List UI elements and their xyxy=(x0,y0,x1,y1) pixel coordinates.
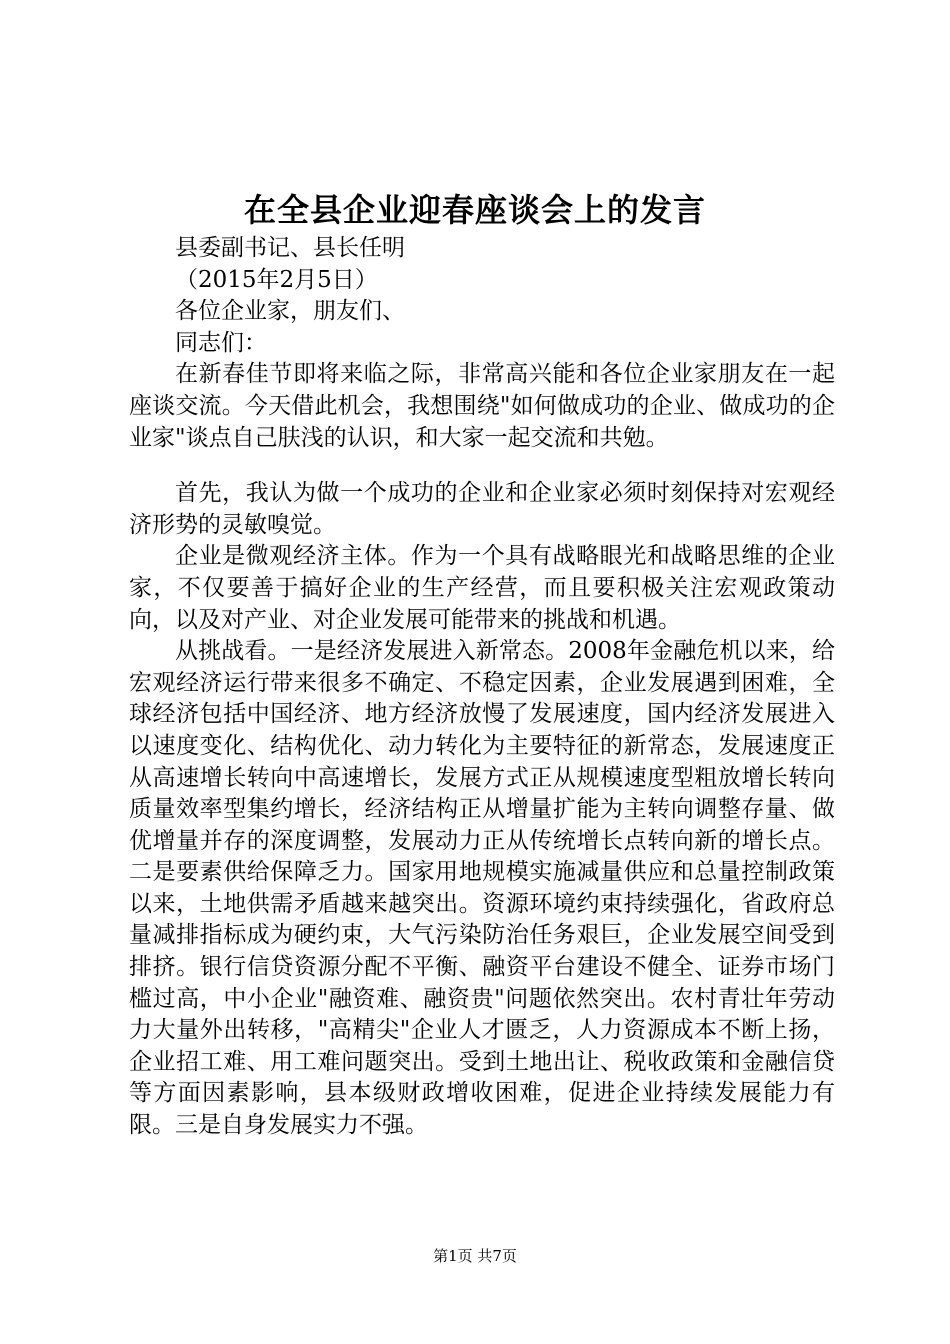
body-paragraph: 企业是微观经济主体。作为一个具有战略眼光和战略思维的企业家，不仅要善于搞好企业的生产经营，而且要积极关注宏观政策动向，以及对产业、对企业发展可能带来的挑战和机遇。 xyxy=(129,543,835,633)
author-line: 县委副书记、县长任明 xyxy=(175,235,405,261)
document-body xyxy=(129,233,835,1142)
salutation-line: 同志们： xyxy=(175,329,267,356)
document-title: 在全县企业迎春座谈会上的发言 xyxy=(243,191,706,229)
body-paragraph: 从挑战看。一是经济发展进入新常态。2008年金融危机以来，给宏观经济运行带来很多不确定、不稳定因素，企业发展遇到困难，全球经济包括中国经济、地方经济放慢了发展速度，国内经济发展进入以速度变化、结构优化、动力转化为主要特征的新常态，发展速度正从高速增长转向中高速增长，发展方式正从规模速度型粗放增长转向质量效率型集约增长，经济结构正从增量扩能为主转向调整存量、做优增量并存的深度调整，发展动力正从传统增长点转向新的增长点。二是要素供给保障乏力。国家用地规模实施减量供应和总量控制政策以来，土地供需矛盾越来越突出。资源环境约束持续强化，省政府总量减排指标成为硬约束，大气污染防治任务艰巨，企业发展空间受到排挤。银行信贷资源分配不平衡、融资平台建设不健全、证券市场门槛过高，中小企业"融资难、融资贵"问题依然突出。农村青壮年劳动力大量外出转移，"高精尖"企业人才匮乏，人力资源成本不断上扬，企业招工难、用工难问题突出。受到土地出让、税收政策和金融信贷等方面因素影响，县本级财政增收困难，促进企业持续发展能力有限。三是自身发展实力不强。 xyxy=(129,638,835,1139)
page-number-footer: 第1页 共7页 xyxy=(433,1247,517,1265)
body-paragraph: 在新春佳节即将来临之际，非常高兴能和各位企业家朋友在一起座谈交流。今天借此机会，我想围绕"如何做成功的企业、做成功的企业家"谈点自己肤浅的认识，和大家一起交流和共勉。 xyxy=(129,361,835,451)
body-paragraph: 首先，我认为做一个成功的企业和企业家必须时刻保持对宏观经济形势的灵敏嗅觉。 xyxy=(129,480,835,538)
salutation-line: 各位企业家，朋友们、 xyxy=(175,298,405,325)
date-line: （2015年2月5日） xyxy=(175,266,378,293)
